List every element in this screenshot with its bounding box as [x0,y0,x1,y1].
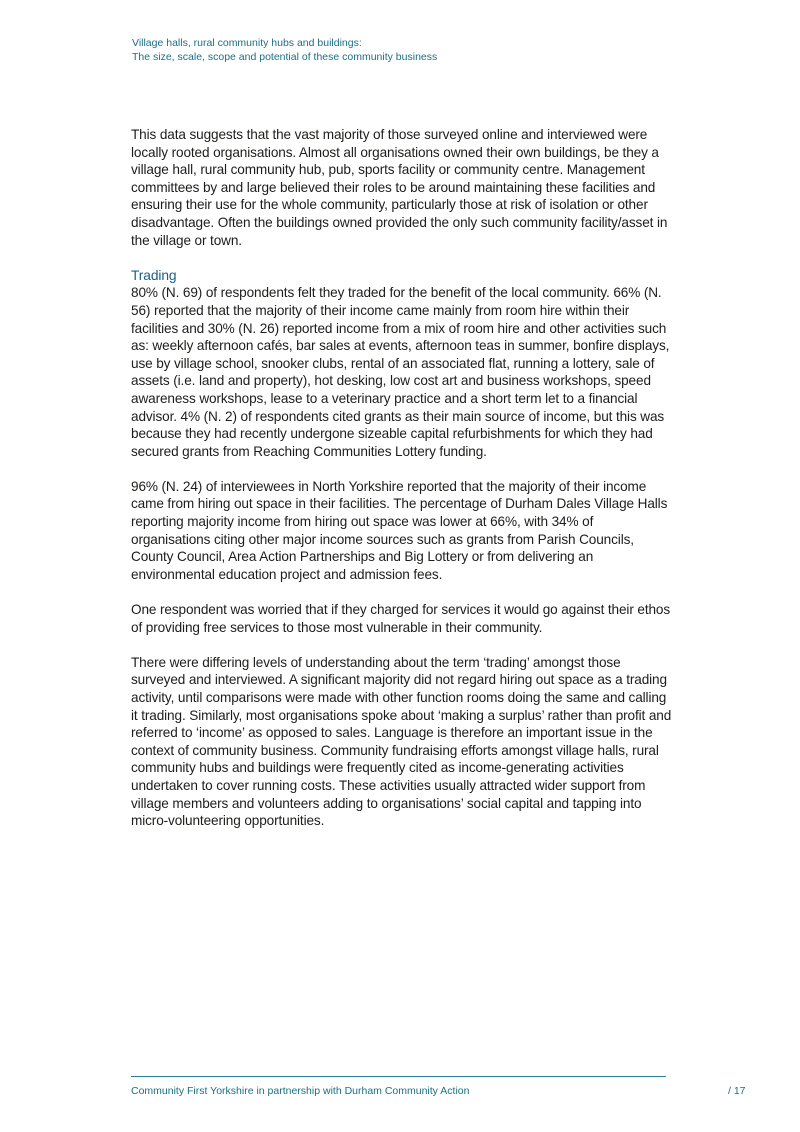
running-header-subtitle: The size, scale, scope and potential of these community business [132,51,438,63]
intro-paragraph: This data suggests that the vast majority of those surveyed online and interviewed were locally rooted organisations. Almost all organisations owned their own buildings, be they a village hall, rural community hub, pub, sports facility or community centre. Management committees by and large believed their roles to be around maintaining these facilities and ensuring their use for the whole community, particularly those at risk of isolation or other disadvantage. Often the buildings owned provided the only such community facility/asset in the village or town. [131,127,668,248]
trading-paragraph: There were differing levels of understanding about the term ‘trading’ amongst those surveyed and interviewed. A significant majority did not regard hiring out space as a trading activity, until comparisons were made with other function rooms doing the same and calling it trading. Similarly, most organisations spoke about ‘making a surplus’ rather than profit and referred to ‘income’ as opposed to sales. Language is therefore an important issue in the context of community business. Community fundraising efforts amongst village halls, rural community hubs and buildings were frequently cited as income-generating activities undertaken to cover running costs. These activities usually attracted wider support from village members and volunteers adding to organisations’ social capital and tapping into micro-volunteering opportunities. [131,654,672,829]
trading-paragraph: 80% (N. 69) of respondents felt they traded for the benefit of the local community. 66% (N. 56) reported that the majority of their income came mainly from room hire within their facilities and 30% (N. 26) reported income from a mix of room hire and other activities such as: weekly afternoon cafés, bar sales at events, afternoon teas in summer, bonfire displays, use by village school, snooker clubs, rental of an associated flat, running a lottery, sale of assets (i.e. land and property), hot desking, low cost art and business workshops, speed awareness workshops, lease to a veterinary practice and a short term let to a financial advisor. 4% (N. 2) of respondents cited grants as their main source of income, but this was because they had recently undergone sizeable capital refurbishments for which they had secured grants from Reaching Communities Lottery funding. [131,285,670,459]
footer-divider [131,1076,666,1077]
footer-publisher: Community First Yorkshire in partnership with Durham Community Action [131,1085,470,1097]
trading-paragraph: One respondent was worried that if they charged for services it would go against their ethos of providing free services to those most vulnerable in their community. [131,602,671,635]
document-body [131,126,676,847]
running-header [132,36,692,64]
running-header-title: Village halls, rural community hubs and buildings: [132,37,362,49]
page-number: / 17 [728,1085,746,1097]
section-heading-trading: Trading [131,267,177,283]
trading-paragraph: 96% (N. 24) of interviewees in North Yorkshire reported that the majority of their income came from hiring out space in their facilities. The percentage of Durham Dales Village Halls reporting majority income from hiring out space was lower at 66%, with 34% of organisations citing other major income sources such as grants from Parish Councils, County Council, Area Action Partnerships and Big Lottery or from delivering an environmental education project and admission fees. [131,478,668,582]
